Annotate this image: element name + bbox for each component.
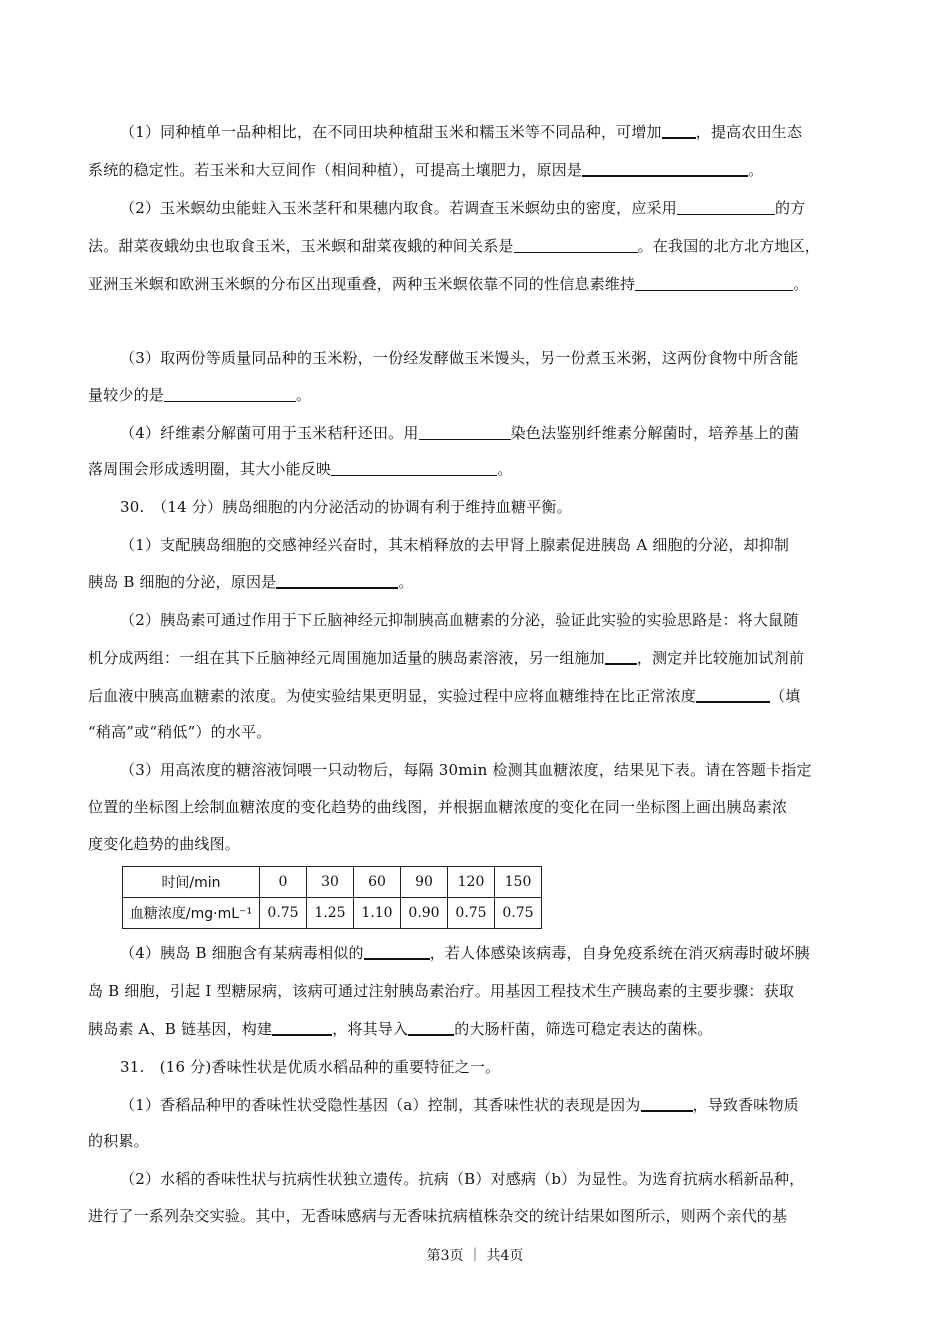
- blood-sugar-table: [122, 866, 542, 929]
- answer-blank[interactable]: [635, 276, 793, 291]
- table-row: [123, 898, 542, 929]
- text: 。: [497, 460, 513, 478]
- q30-part3-line3: [88, 834, 864, 854]
- text: 后血液中胰高血糖素的浓度。为使实验结果更明显，实验过程中应将血糖维持在比正常浓度: [88, 687, 697, 705]
- answer-blank[interactable]: [164, 387, 296, 402]
- text: 胰岛 B 细胞的分泌，原因是: [88, 573, 277, 591]
- table-cell: 60: [354, 867, 401, 898]
- q30-part4-line2: [88, 981, 864, 1001]
- text: 落周围会形成透明圈，其大小能反映: [88, 460, 332, 478]
- text: 的大肠杆菌，筛选可稳定表达的菌株。: [454, 1020, 713, 1038]
- q29-part4-line1: [120, 423, 864, 443]
- text: ，导致香味物质: [692, 1096, 799, 1114]
- q30-part4-line3: [88, 1019, 864, 1039]
- text: （4）纤维素分解菌可用于玉米秸秆还田。用: [120, 424, 419, 442]
- text: 31. (16 分)香味性状是优质水稻品种的重要特征之一。: [120, 1058, 501, 1076]
- text: 量较少的是: [88, 386, 165, 404]
- text: 的方: [774, 199, 806, 217]
- text: 30. （14 分）胰岛细胞的内分泌活动的协调有利于维持血糖平衡。: [120, 498, 572, 516]
- table-cell: 0.75: [495, 898, 542, 929]
- q30-part2-line2: [88, 648, 864, 668]
- table-header-cell: 时间/min: [123, 867, 260, 898]
- text: 染色法鉴别纤维素分解菌时，培养基上的菌: [510, 424, 800, 442]
- text: 岛 B 细胞，引起 I 型糖尿病，该病可通过注射胰岛素治疗。用基因工程技术生产胰岛素的主要步骤：获取: [88, 982, 795, 1000]
- table-cell: 90: [401, 867, 448, 898]
- answer-blank[interactable]: [696, 687, 770, 703]
- text: 度变化趋势的曲线图。: [88, 835, 241, 853]
- q30-title: [120, 497, 864, 517]
- text: （1）支配胰岛细胞的交感神经兴奋时，其末梢释放的去甲肾上腺素促进胰岛 A 细胞的分泌，却抑制: [120, 536, 790, 554]
- answer-blank[interactable]: [408, 1020, 454, 1036]
- answer-blank[interactable]: [677, 200, 775, 215]
- q29-part2-line2: [88, 236, 864, 256]
- answer-blank[interactable]: [662, 123, 696, 139]
- page-footer: 第3页 ｜ 共4页: [426, 1248, 524, 1264]
- answer-blank[interactable]: [582, 161, 748, 177]
- answer-blank[interactable]: [331, 461, 497, 476]
- text: 系统的稳定性。若玉米和大豆间作（相间种植），可提高土壤肥力，原因是: [88, 161, 583, 179]
- text: “稍高”或“稍低”）的水平。: [88, 723, 272, 741]
- text: （2）玉米螟幼虫能蛀入玉米茎秆和果穗内取食。若调查玉米螟幼虫的密度，应采用: [120, 199, 677, 217]
- q29-part1-line2: [88, 160, 864, 180]
- text: 。: [793, 275, 809, 293]
- text: 进行了一系列杂交实验。其中，无香味感病与无香味抗病植株杂交的统计结果如图所示，则两个亲代的基: [88, 1207, 788, 1225]
- answer-blank[interactable]: [605, 649, 637, 665]
- text: 亚洲玉米螟和欧洲玉米螟的分布区出现重叠，两种玉米螟依靠不同的性信息素维持: [88, 275, 636, 293]
- q29-part2-line3: [88, 274, 864, 294]
- text: 。: [398, 573, 414, 591]
- text: 法。甜菜夜蛾幼虫也取食玉米，玉米螟和甜菜夜蛾的种间关系是: [88, 237, 514, 255]
- table-row: [123, 867, 542, 898]
- table-cell: 1.10: [354, 898, 401, 929]
- table-cell: 1.25: [307, 898, 354, 929]
- q31-part2-line2: [88, 1206, 864, 1226]
- table-cell: 0: [260, 867, 307, 898]
- q30-part2-line3: [88, 686, 864, 706]
- q31-part1-line1: [120, 1095, 864, 1115]
- answer-blank[interactable]: [364, 944, 430, 960]
- text: 胰岛素 A、B 链基因，构建: [88, 1020, 273, 1038]
- text: ，提高农田生态: [695, 123, 803, 141]
- text: 位置的坐标图上绘制血糖浓度的变化趋势的曲线图，并根据血糖浓度的变化在同一坐标图上画出胰岛素浓: [88, 798, 788, 816]
- answer-blank[interactable]: [276, 573, 398, 589]
- q30-part1-line2: [88, 572, 864, 592]
- text: ，将其导入: [332, 1020, 409, 1038]
- q30-part3-line2: [88, 797, 864, 817]
- text: （4）胰岛 B 细胞含有某病毒相似的: [120, 944, 364, 962]
- answer-blank[interactable]: [419, 425, 511, 440]
- text: 机分成两组：一组在其下丘脑神经元周围施加适量的胰岛素溶液，另一组施加: [88, 649, 605, 667]
- q29-part4-line2: [88, 459, 864, 479]
- table-cell: 30: [307, 867, 354, 898]
- q31-part2-line1: [120, 1169, 864, 1189]
- table-cell: 0.90: [401, 898, 448, 929]
- q29-part3-line1: [120, 348, 864, 368]
- text: （1）香稻品种甲的香味性状受隐性基因（a）控制，其香味性状的表现是因为: [120, 1096, 641, 1114]
- answer-blank[interactable]: [641, 1096, 693, 1112]
- q29-part1-line1: [120, 122, 864, 142]
- q30-part2-line4: [88, 722, 864, 742]
- text: （2）胰岛素可通过作用于下丘脑神经元抑制胰高血糖素的分泌，验证此实验的实验思路是：将大鼠随: [120, 611, 799, 629]
- q29-part2-line1: [120, 198, 864, 218]
- q30-part3-line1: [120, 760, 864, 780]
- answer-blank[interactable]: [514, 238, 638, 253]
- table-cell: 0.75: [260, 898, 307, 929]
- text: 。: [296, 386, 312, 404]
- table-header-cell: 血糖浓度/mg·mL⁻¹: [123, 898, 260, 929]
- text: （填: [770, 687, 801, 705]
- text: 。在我国的北方北方地区，: [637, 237, 821, 255]
- text: （1）同种植单一品种相比，在不同田块种植甜玉米和糯玉米等不同品种，可增加: [120, 123, 662, 141]
- text: （3）用高浓度的糖溶液饲喂一只动物后，每隔 30min 检测其血糖浓度，结果见下表。请在答题卡指定: [120, 761, 812, 779]
- q30-part4-line1: [120, 943, 864, 963]
- q31-part1-line2: [88, 1131, 864, 1151]
- table-cell: 0.75: [448, 898, 495, 929]
- q31-title: [120, 1057, 864, 1077]
- text: 。: [748, 161, 764, 179]
- q29-part3-line2: [88, 385, 864, 405]
- text: （2）水稻的香味性状与抗病性状独立遗传。抗病（B）对感病（b）为显性。为选育抗病水稻新品种，: [120, 1170, 805, 1188]
- text: 的积累。: [88, 1132, 149, 1150]
- answer-blank[interactable]: [272, 1020, 332, 1036]
- table-cell: 120: [448, 867, 495, 898]
- table-cell: 150: [495, 867, 542, 898]
- text: ，测定并比较施加试剂前: [636, 649, 805, 667]
- text: ，若人体感染该病毒，自身免疫系统在消灭病毒时破坏胰: [429, 944, 810, 962]
- q30-part2-line1: [120, 610, 864, 630]
- q30-part1-line1: [120, 535, 864, 555]
- text: （3）取两份等质量同品种的玉米粉，一份经发酵做玉米馒头，另一份煮玉米粥，这两份食物中所含能: [120, 349, 799, 367]
